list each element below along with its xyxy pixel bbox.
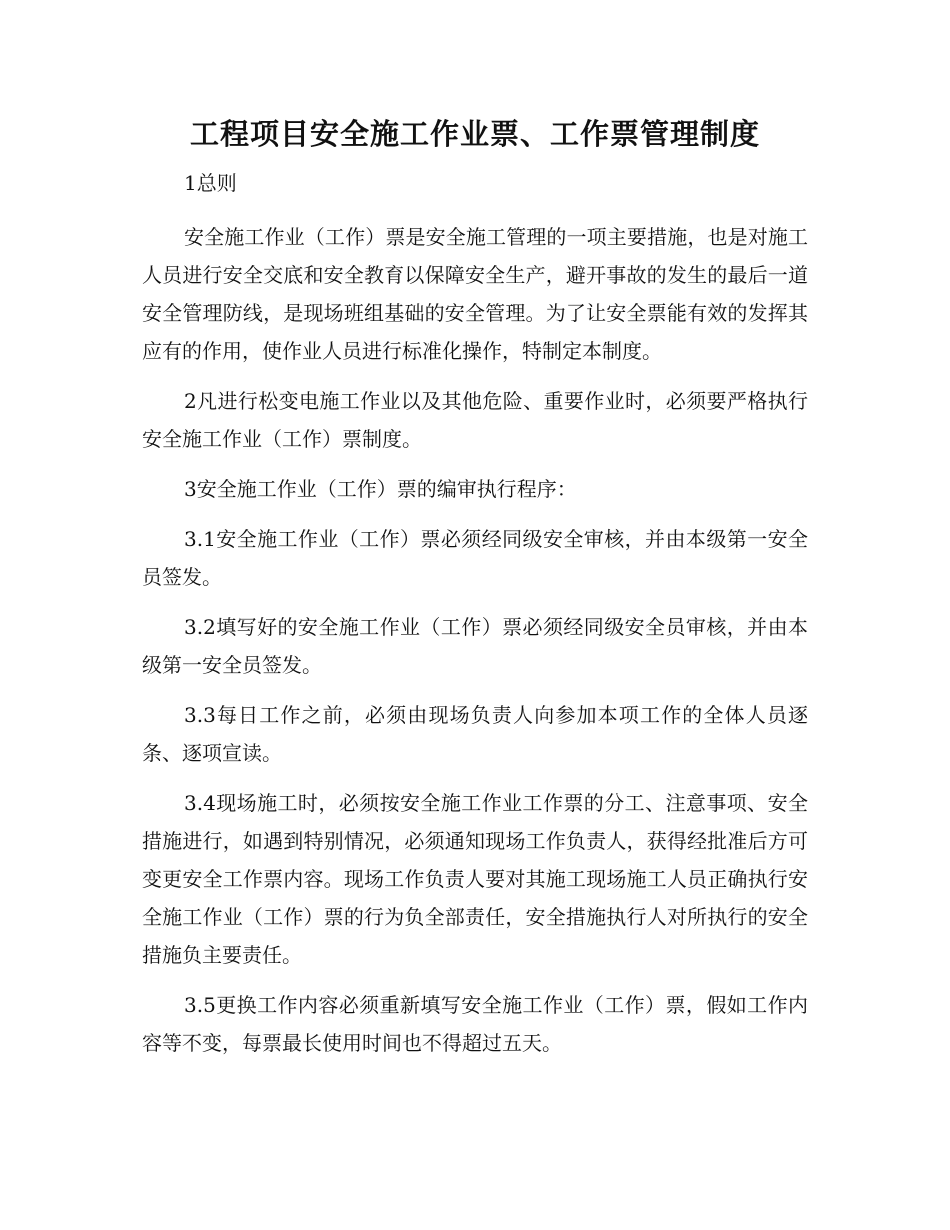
paragraph-item-3: 3安全施工作业（工作）票的编审执行程序： <box>184 477 577 501</box>
document-title: 工程项目安全施工作业票、工作票管理制度 <box>189 117 760 151</box>
paragraph-item-3-1: 3.1安全施工作业（工作）票必须经同级安全审核，并由本级第一安全员签发。 <box>142 527 808 589</box>
paragraph-item-3-3: 3.3每日工作之前，必须由现场负责人向参加本项工作的全体人员逐条、逐项宣读。 <box>142 703 808 765</box>
paragraph-item-2: 2凡进行松变电施工作业以及其他危险、重要作业时，必须要严格执行安全施工作业（工作）票制度。 <box>142 389 808 451</box>
paragraph-item-3-2: 3.2填写好的安全施工作业（工作）票必须经同级安全员审核，并由本级第一安全员签发。 <box>142 615 808 677</box>
section-heading-general: 1总则 <box>184 171 237 195</box>
document-body <box>142 164 808 1074</box>
paragraph-item-3-4: 3.4现场施工时，必须按安全施工作业工作票的分工、注意事项、安全措施进行，如遇到特别情况，必须通知现场工作负责人，获得经批准后方可变更安全工作票内容。现场工作负责人要对其施工现场施工人员正确执行安全施工作业（工作）票的行为负全部责任，安全措施执行人对所执行的安全措施负主要责任。 <box>142 791 808 967</box>
paragraph-item-3-5: 3.5更换工作内容必须重新填写安全施工作业（工作）票，假如工作内容等不变，每票最长使用时间也不得超过五天。 <box>142 993 808 1055</box>
paragraph-intro: 安全施工作业（工作）票是安全施工管理的一项主要措施，也是对施工人员进行安全交底和安全教育以保障安全生产，避开事故的发生的最后一道安全管理防线，是现场班组基础的安全管理。为了让安全票能有效的发挥其应有的作用，使作业人员进行标准化操作，特制定本制度。 <box>142 225 808 363</box>
